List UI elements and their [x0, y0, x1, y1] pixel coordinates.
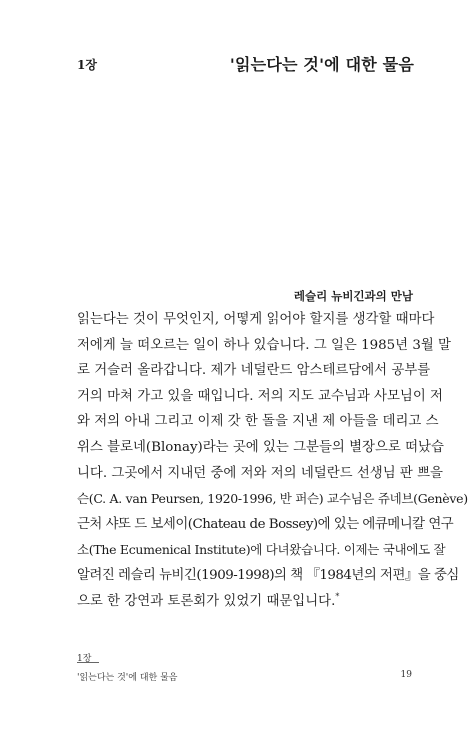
- body-line: 위스 블로네(Blonay)라는 곳에 있는 그분들의 별장으로 떠났습: [77, 439, 444, 455]
- body-line-text: 으로 한 강연과 토론회가 있었기 때문입니다.: [77, 593, 336, 609]
- body-line: 로 거슬러 올라갑니다. 제가 네덜란드 암스테르담에서 공부를: [77, 363, 431, 379]
- body-line-last: [77, 589, 415, 615]
- footnote-marker: *: [335, 591, 340, 601]
- page-number: 19: [400, 670, 412, 680]
- footer-divider: [77, 662, 99, 663]
- running-header-chapter-title: '읽는다는 것'에 대한 물음: [229, 55, 414, 74]
- body-line: 알려진 레슬리 뉴비긴(1909-1998)의 책 『1984년의 저편』을 중심: [77, 567, 459, 583]
- body-paragraph: [77, 307, 468, 614]
- body-line: 와 저의 아내 그리고 이제 갓 한 돌을 지낸 제 아들을 데리고 스: [77, 414, 439, 430]
- body-line: 니다. 그곳에서 지내던 중에 저와 저의 네덜란드 선생님 판 쁘을: [77, 465, 443, 481]
- body-line: 근처 샤또 드 보세이(Chateau de Bossey)에 있는 에큐메니칼 연구: [77, 516, 454, 532]
- body-line: 저에게 늘 떠오르는 일이 하나 있습니다. 그 일은 1985년 3월 말: [77, 337, 451, 353]
- body-line: 읽는다는 것이 무엇인지, 어떻게 읽어야 할지를 생각할 때마다: [77, 312, 435, 327]
- running-header-chapter-label: 1장: [77, 58, 97, 72]
- body-line: 슨(C. A. van Peursen, 1920-1996, 반 퍼슨) 교수님은 쥬네브(Genève): [77, 491, 468, 507]
- footer-chapter-title: '읽는다는 것'에 대한 물음: [77, 673, 178, 683]
- footer-chapter-label: 1장: [77, 654, 92, 664]
- body-line: 거의 마쳐 가고 있을 때입니다. 저의 지도 교수님과 사모님이 저: [77, 388, 443, 404]
- body-line: 소(The Ecumenical Institute)에 다녀왔습니다. 이제는 국내에도 잘: [77, 542, 446, 558]
- section-heading: 레슬리 뉴비긴과의 만남: [293, 289, 413, 303]
